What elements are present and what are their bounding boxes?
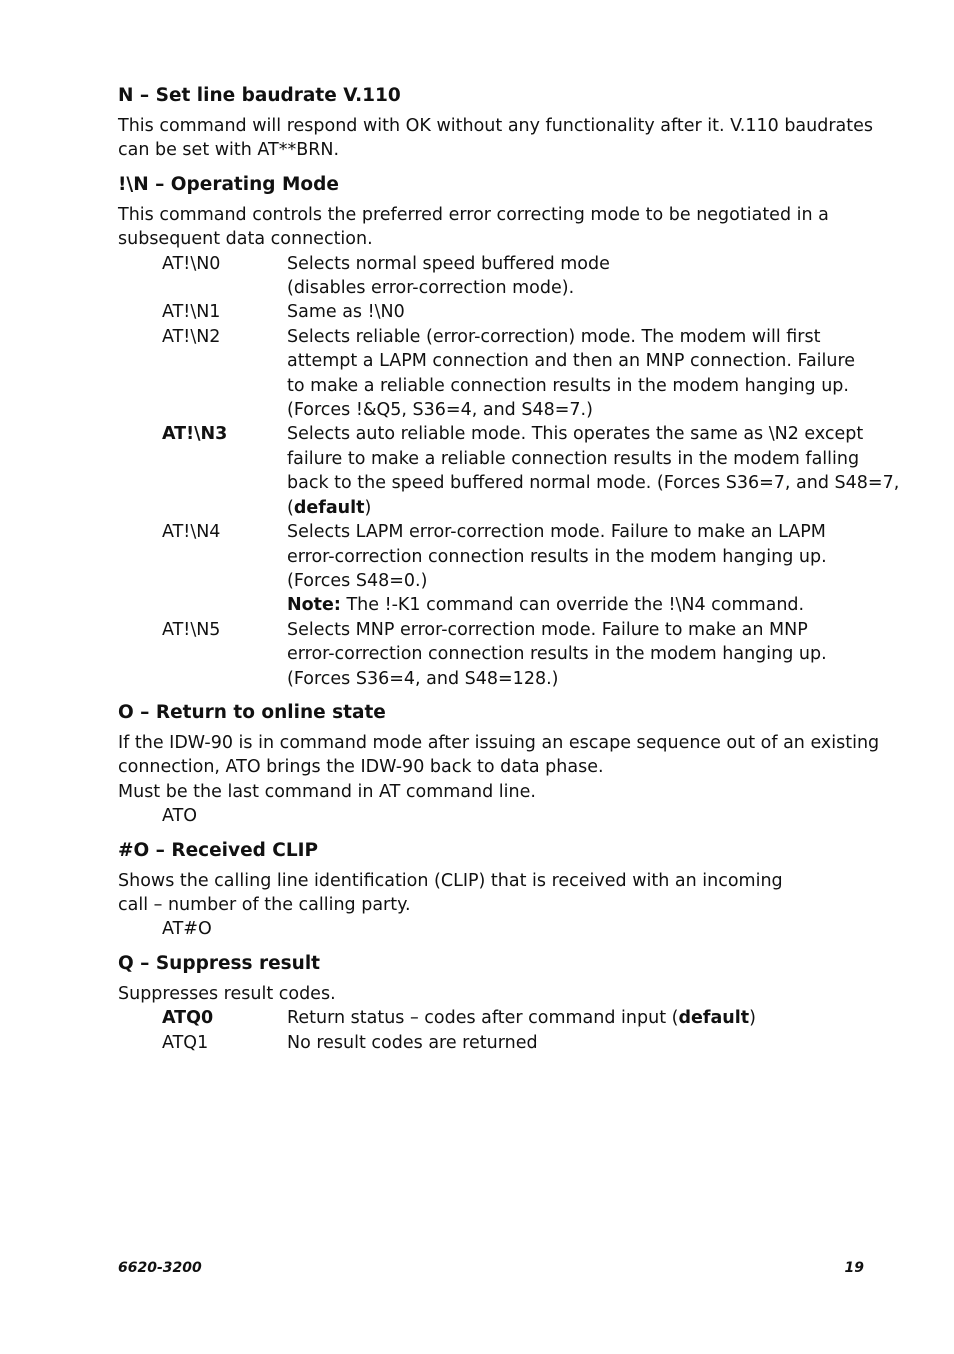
section-title: Q – Suppress result — [118, 952, 321, 974]
command-name-default: ATQ0 — [162, 1008, 214, 1029]
paren-open: ( — [287, 497, 294, 518]
body-line: subsequent data connection. — [118, 229, 373, 250]
section-title: #O – Received CLIP — [118, 839, 319, 861]
section-title: !\N – Operating Mode — [118, 173, 339, 195]
command-desc-line: Selects MNP error-correction mode. Failure to make an MNP — [287, 619, 808, 640]
command-desc-line: back to the speed buffered normal mode. (Forces S36=7, and S48=7, — [287, 473, 900, 494]
section-n — [118, 84, 878, 163]
body-line: connection, ATO brings the IDW-90 back to data phase. — [118, 757, 604, 778]
command-desc-line: Same as !\N0 — [287, 302, 405, 323]
command-name: AT!\N5 — [162, 619, 221, 640]
command-desc-line: (Forces S36=4, and S48=128.) — [287, 668, 559, 689]
footer-doc-number: 6620-3200 — [118, 1260, 202, 1276]
command-desc-line: to make a reliable connection results in the modem hanging up. — [287, 375, 849, 396]
default-marker: default — [678, 1008, 750, 1029]
command-row — [118, 520, 878, 618]
command-desc-line: (Forces S48=0.) — [287, 570, 428, 591]
command-desc-line: Selects LAPM error-correction mode. Failure to make an LAPM — [287, 522, 826, 543]
command-row — [118, 1006, 878, 1030]
note — [287, 593, 878, 617]
command-name: AT!\N4 — [162, 522, 221, 543]
command-desc-line: error-correction connection results in the modem hanging up. — [287, 644, 827, 665]
paren-close: ) — [364, 497, 372, 518]
manual-page — [118, 84, 900, 1065]
body-line: This command controls the preferred error correcting mode to be negotiated in a — [118, 204, 829, 225]
command-desc-line — [287, 496, 899, 520]
note-text: The !-K1 command can override the !\N4 command. — [340, 595, 805, 616]
command-name: AT!\N2 — [162, 326, 221, 347]
section-suppress-result — [118, 952, 878, 1055]
section-title: O – Return to online state — [118, 701, 386, 723]
body-line: Shows the calling line identification (CLIP) that is received with an incoming — [118, 870, 783, 891]
command-desc-line: error-correction connection results in the modem hanging up. — [287, 546, 827, 567]
body-line: can be set with AT**BRN. — [118, 140, 340, 161]
note-label: Note: — [287, 595, 341, 616]
command-desc-line: Selects auto reliable mode. This operates the same as \N2 except — [287, 424, 864, 445]
command-row — [118, 252, 878, 301]
command-example: ATO — [162, 806, 198, 827]
command-desc-line: No result codes are returned — [287, 1032, 538, 1053]
body-line: This command will respond with OK without any functionality after it. V.110 baudrates — [118, 116, 874, 136]
section-received-clip — [118, 839, 878, 942]
command-desc-line: (Forces !&Q5, S36=4, and S48=7.) — [287, 400, 593, 421]
default-marker: default — [293, 497, 365, 518]
body-line: call – number of the calling party. — [118, 894, 411, 915]
command-desc-line: Selects normal speed buffered mode — [287, 253, 610, 274]
command-desc-line: failure to make a reliable connection results in the modem falling — [287, 448, 860, 469]
footer-page-number: 19 — [844, 1260, 864, 1276]
section-online-state — [118, 701, 878, 829]
command-row — [118, 300, 878, 324]
command-desc-line: Selects reliable (error-correction) mode. The modem will first — [287, 326, 821, 347]
command-row — [118, 422, 900, 520]
command-desc-line — [287, 1006, 878, 1030]
desc-text: Return status – codes after command input ( — [287, 1008, 679, 1029]
command-row — [118, 1031, 878, 1055]
command-example: AT#O — [162, 919, 212, 940]
body-line: Must be the last command in AT command line. — [118, 781, 536, 802]
command-row — [118, 325, 878, 423]
section-operating-mode — [118, 173, 900, 691]
command-desc-line: attempt a LAPM connection and then an MNP connection. Failure — [287, 351, 856, 372]
command-name-default: AT!\N3 — [162, 424, 228, 445]
paren-close: ) — [749, 1008, 756, 1029]
command-name: AT!\N0 — [162, 253, 221, 274]
body-line: Suppresses result codes. — [118, 983, 336, 1004]
command-name: ATQ1 — [162, 1032, 209, 1053]
command-name: AT!\N1 — [162, 302, 221, 323]
section-title: N – Set line baudrate V.110 — [118, 85, 401, 106]
body-line: If the IDW-90 is in command mode after issuing an escape sequence out of an existing — [118, 732, 880, 753]
command-row — [118, 618, 878, 691]
command-desc-line: (disables error-correction mode). — [287, 278, 575, 299]
